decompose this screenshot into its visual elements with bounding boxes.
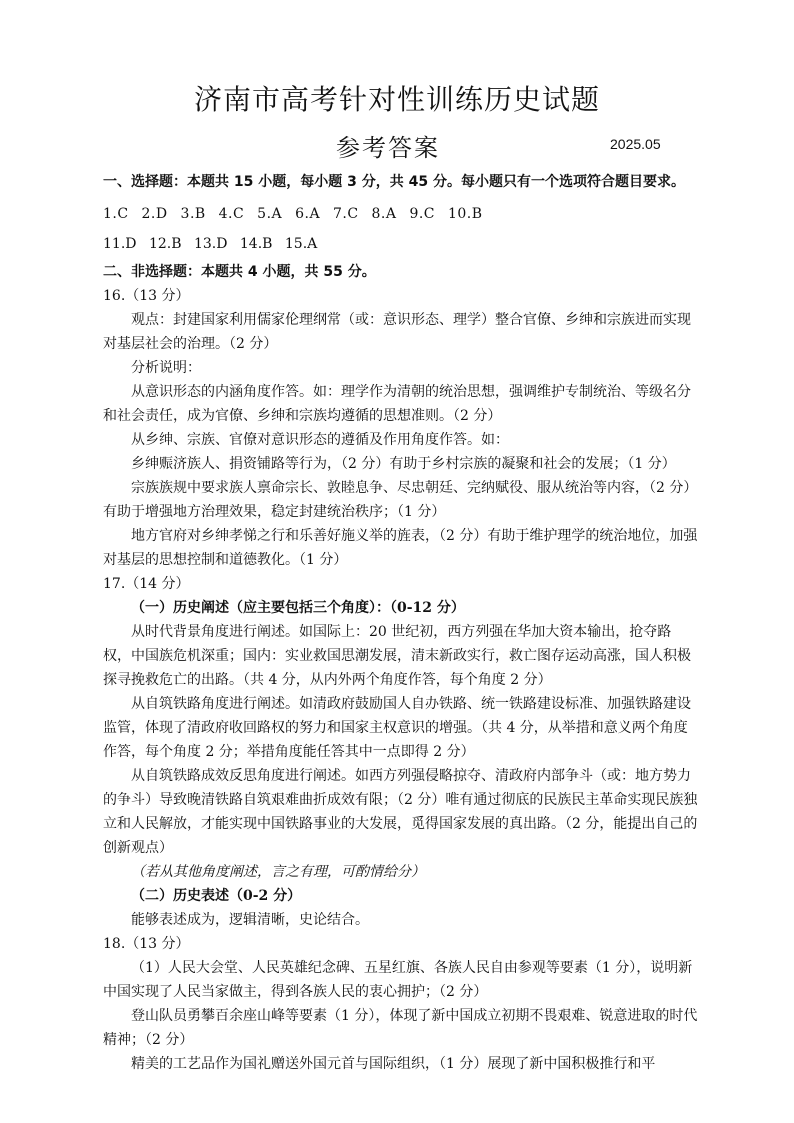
q18-paragraph: 登山队员勇攀百余座山峰等要素（1 分），体现了新中国成立初期不畏艰难、锐意进取的时代精神；（2 分） [103,1008,698,1048]
q16-paragraph: 从乡绅、宗族、官僚对意识形态的遵循及作用角度作答。如： [131,432,509,448]
mc-answers-row1: 1.C 2.D 3.B 4.C 5.A 6.A 7.C 8.A 9.C 10.B [103,206,483,222]
q17-note: （若从其他角度阐述，言之有理，可酌情给分） [131,864,425,880]
q16-analysis-label: 分析说明： [131,360,201,376]
answer-content [103,170,698,1076]
q16-paragraph: 宗族族规中要求族人禀命宗长、敦睦息争、尽忠朝廷、完纳赋役、服从统治等内容，（2 分）有助于增强地方治理效果，稳定封建统治秩序；（1 分） [103,480,698,520]
q17-paragraph: 从自筑铁路成效反思角度进行阐述。如西方列强侵略掠夺、清政府内部争斗（或：地方势力的争斗）导致晚清铁路自筑艰难曲折成效有限；（2 分）唯有通过彻底的民族民主革命实现民族独立和人民解放，才能实现中国铁路事业的大发展，觅得国家发展的真出路。（2 分，能提出自己的创新观点） [103,768,698,856]
q17-paragraph: 能够表述成为，逻辑清晰，史论结合。 [131,912,369,928]
section1-heading: 一、选择题：本题共 15 小题，每小题 3 分，共 45 分。每小题只有一个选项符合题目要求。 [103,174,685,190]
q17-paragraph: 从时代背景角度进行阐述。如国际上：20 世纪初，西方列强在华加大资本输出，抢夺路权，中国族危机深重；国内：实业救国思潮发展，清末新政实行，救亡图存运动高涨，国人积极探寻挽救危亡的出路。（共 4 分，从内外两个角度作答，每个角度 2 分） [103,624,691,688]
q17-part1-heading: （一）历史阐述（应主要包括三个角度）：（0-12 分） [131,600,465,616]
page-title: 济南市高考针对性训练历史试题 [193,83,600,116]
q17-paragraph: 从自筑铁路角度进行阐述。如清政府鼓励国人自办铁路、统一铁路建设标准、加强铁路建设监管，体现了清政府收回路权的努力和国家主权意识的增强。（共 4 分，从举措和意义两个角度作答，每个角度 2 分；举措角度能任答其中一点即得 2 分） [103,696,691,760]
page-subtitle: 参考答案 [336,134,440,162]
q17-label: 17.（14 分） [103,576,190,592]
q17-part2-heading: （二）历史表述（0-2 分） [131,888,302,904]
section2-heading: 二、非选择题：本题共 4 小题，共 55 分。 [103,264,376,280]
q16-paragraph: 从意识形态的内涵角度作答。如：理学作为清朝的统治思想，强调维护专制统治、等级名分和社会责任，成为官僚、乡绅和宗族均遵循的思想准则。（2 分） [103,384,691,424]
q16-paragraph: 地方官府对乡绅孝悌之行和乐善好施义举的旌表，（2 分）有助于维护理学的统治地位，加强对基层的思想控制和道德教化。（1 分） [103,528,698,568]
exam-date: 2025.05 [610,136,661,152]
q16-paragraph: 乡绅赈济族人、捐资铺路等行为，（2 分）有助于乡村宗族的凝聚和社会的发展；（1 分） [131,456,676,472]
q16-view: 观点：封建国家利用儒家伦理纲常（或：意识形态、理学）整合官僚、乡绅和宗族进而实现对基层社会的治理。（2 分） [103,312,691,352]
q16-label: 16.（13 分） [103,288,190,304]
q18-label: 18.（13 分） [103,936,190,952]
q18-paragraph: 精美的工艺品作为国礼赠送外国元首与国际组织，（1 分）展现了新中国积极推行和平 [131,1056,656,1072]
mc-answers-row2: 11.D 12.B 13.D 14.B 15.A [103,236,318,252]
q18-paragraph: （1）人民大会堂、人民英雄纪念碑、五星红旗、各族人民自由参观等要素（1 分），说明新中国实现了人民当家做主，得到各族人民的衷心拥护；（2 分） [103,960,693,1000]
